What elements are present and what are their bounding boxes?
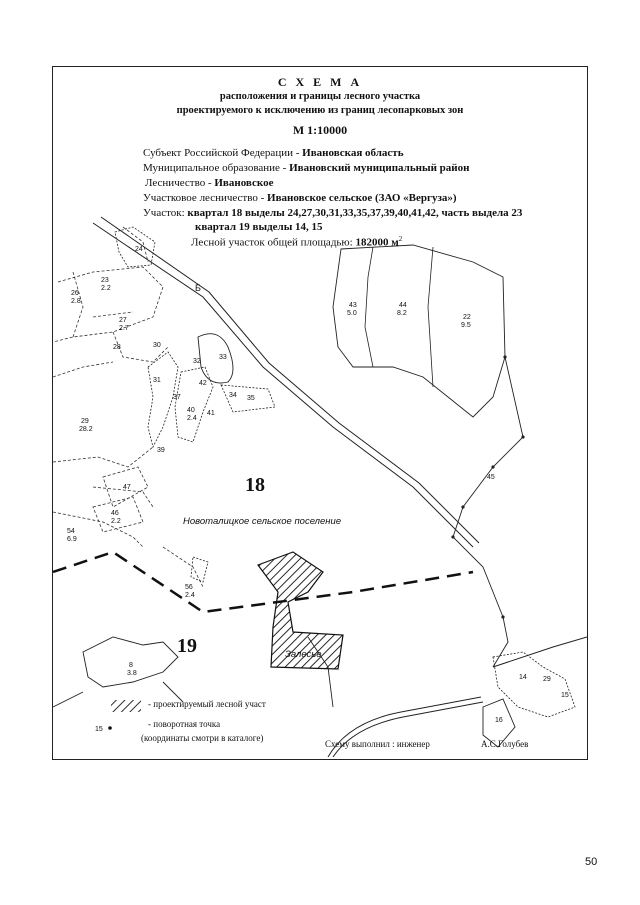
village-label: Залесье [285, 649, 322, 660]
parcel-56 [191, 557, 208, 582]
executor-name: А.С.Голубев [481, 739, 529, 749]
plot-label: 16 [495, 717, 503, 724]
parcel-43-44-divider [365, 247, 433, 387]
parcel-boundaries-lower-left [53, 447, 203, 587]
plot-label: 42 [199, 380, 207, 387]
legend-point-text: - поворотная точка [148, 719, 221, 729]
plot-label: 26 [71, 290, 79, 297]
plot-label: 45 [487, 474, 495, 481]
info-plot-line2: квартал 19 выделы 14, 15 [195, 221, 323, 233]
plot-label: 2.8 [71, 298, 81, 305]
plot-label: 8 [129, 662, 133, 669]
scheme-title: С Х Е М А [277, 75, 363, 89]
plot-label: 2.4 [187, 415, 197, 422]
quarter-boundary [53, 552, 473, 612]
plot-label: 8.2 [397, 310, 407, 317]
plot-label: 2.2 [111, 518, 121, 525]
plot-label: 6.9 [67, 536, 77, 543]
info-area: Лесной участок общей площадью: 182000 $м^2$ [191, 235, 403, 249]
legend-plot-text: - проектируемый лесной участ [148, 699, 266, 709]
parcel-43-44-22 [333, 245, 505, 417]
road [93, 223, 473, 547]
plot-label: 31 [153, 377, 161, 384]
plot-label: 34 [229, 392, 237, 399]
legend-point-icon [108, 726, 112, 730]
plot-label: 3.8 [127, 670, 137, 677]
legend-point-number: 15 [95, 726, 103, 733]
plot-label: 2.7 [119, 325, 129, 332]
plot-label: 40 [187, 407, 195, 414]
plot-label: 46 [111, 510, 119, 517]
plot-label: 28.2 [79, 426, 93, 433]
quarter-boundary-right [453, 357, 523, 667]
plot-label: 29 [543, 676, 551, 683]
plot-label: 27 [119, 317, 127, 324]
parcel-14-29-15 [493, 652, 575, 717]
plot-label: 23 [101, 277, 109, 284]
quarter-19-label: 19 [177, 635, 197, 657]
plot-label: 47 [123, 484, 131, 491]
info-forestry: Лесничество - Ивановское [145, 177, 274, 189]
plot-label: 28 [113, 344, 121, 351]
road-right [493, 637, 587, 667]
plot-label: 9.5 [461, 322, 471, 329]
plot-label: 44 [399, 302, 407, 309]
plot-label: 2.4 [185, 592, 195, 599]
plot-label: 32 [193, 358, 201, 365]
plot-label: 15 [561, 692, 569, 699]
scheme-subtitle-2: проектируемого к исключению из границ лесопарковых зон [176, 105, 464, 116]
plot-label: 56 [185, 584, 193, 591]
page-number: 50 [585, 856, 598, 868]
plot-label: 54 [67, 528, 75, 535]
plot-label: 24 [135, 246, 143, 253]
plot-label: 41 [207, 410, 215, 417]
plot-label: 33 [219, 354, 227, 361]
info-subject: Субъект Российской Федерации - Ивановская область [143, 147, 404, 159]
plot-label: 22 [463, 314, 471, 321]
plot-label: 5.0 [347, 310, 357, 317]
plot-label: 14 [519, 674, 527, 681]
scheme-subtitle-1: расположения и границы лесного участка [219, 91, 421, 102]
plot-label: 35 [247, 395, 255, 402]
road-label: Б [195, 283, 201, 293]
info-municipality: Муниципальное образование - Ивановский муниципальный район [143, 162, 470, 174]
plot-label: 43 [349, 302, 357, 309]
plot-label: 37 [173, 394, 181, 401]
scheme-scale: М 1:10000 [292, 123, 348, 137]
parcel-33 [198, 334, 233, 383]
info-district-forestry: Участковое лесничество - Ивановское сельское (ЗАО «Вергуза») [143, 192, 457, 204]
legend-point-note: (координаты смотри в каталоге) [141, 733, 264, 743]
plot-label: 30 [153, 342, 161, 349]
settlement-label: Новоталицкое сельское поселение [183, 516, 342, 527]
legend-plot-swatch [111, 700, 141, 712]
info-plot: Участок: квартал 18 выделы 24,27,30,31,33,35,37,39,40,41,42, часть выдела 23 [143, 207, 523, 219]
plot-label: 29 [81, 418, 89, 425]
executor-label: Схему выполнил : инженер [325, 739, 430, 749]
plot-label: 2.2 [101, 285, 111, 292]
map-sheet [52, 66, 588, 760]
plot-label: 39 [157, 447, 165, 454]
quarter-18-label: 18 [245, 474, 265, 496]
